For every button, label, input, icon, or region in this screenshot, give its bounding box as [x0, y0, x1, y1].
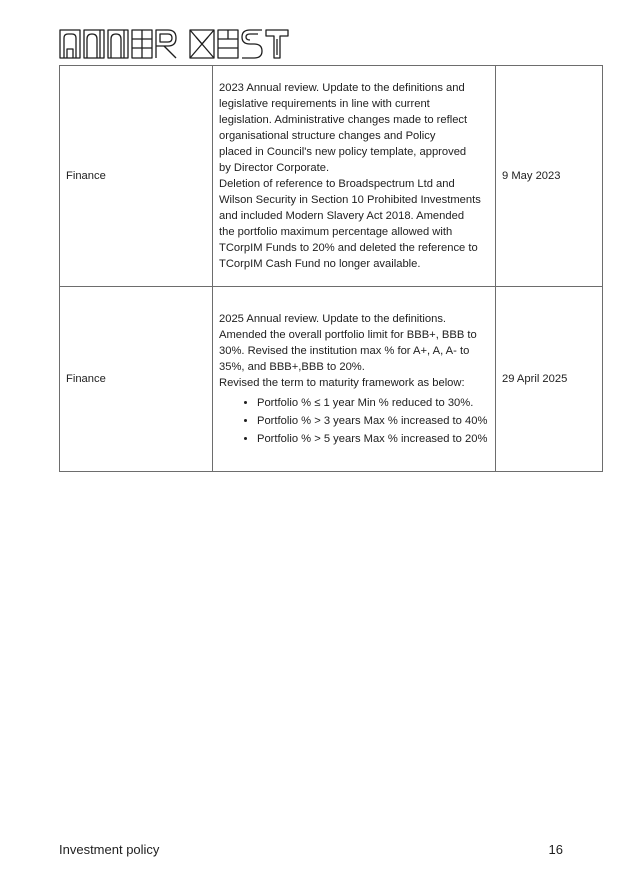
description-cell [213, 66, 496, 287]
description-line: Revised the term to maturity framework as below: [219, 376, 465, 389]
owner-cell: Finance [60, 287, 213, 472]
revision-history-table [59, 65, 603, 472]
description-line: legislation. Administrative changes made to reflect [219, 114, 468, 126]
date-cell: 9 May 2023 [496, 66, 603, 287]
table-row [60, 66, 603, 287]
description-line: Deletion of reference to Broadspectrum Ltd and [219, 178, 455, 190]
description-line: by Director Corporate. [219, 162, 330, 174]
description-cell [213, 287, 496, 472]
description-line: organisational structure changes and Policy [219, 130, 436, 142]
description-line: 2025 Annual review. Update to the definitions. [219, 312, 447, 325]
bullet-item: • Portfolio % ≤ 1 year Min % reduced to 30%. [257, 394, 489, 412]
description-line: TCorpIM Funds to 20% and deleted the reference to [219, 242, 478, 254]
footer-document-title: Investment policy [59, 842, 160, 857]
page-number: 16 [548, 842, 563, 857]
description-line: TCorpIM Cash Fund no longer available. [219, 258, 421, 270]
bullet-item: • Portfolio % > 5 years Max % increased to 20% [257, 430, 489, 448]
description-line: and included Modern Slavery Act 2018. Amended [219, 210, 465, 222]
description-line: Amended the overall portfolio limit for BBB+, BBB to [219, 328, 477, 341]
description-line: 30%. Revised the institution max % for A+, A, A- to [219, 344, 470, 357]
owner-cell: Finance [60, 66, 213, 287]
description-line: 2023 Annual review. Update to the definitions and [219, 82, 465, 94]
bullet-item: • Portfolio % > 3 years Max % increased to 40% [257, 412, 489, 430]
description-line: the portfolio maximum percentage allowed with [219, 226, 453, 238]
description-line: 35%, and BBB+,BBB to 20%. [219, 360, 365, 373]
description-line: legislative requirements in line with current [219, 98, 430, 110]
inner-west-logo [58, 27, 298, 61]
bullet-list [219, 394, 489, 448]
description-line: placed in Council's new policy template, approved [219, 146, 467, 158]
table-row [60, 287, 603, 472]
date-cell: 29 April 2025 [496, 287, 603, 472]
description-line: Wilson Security in Section 10 Prohibited Investments [219, 194, 481, 206]
